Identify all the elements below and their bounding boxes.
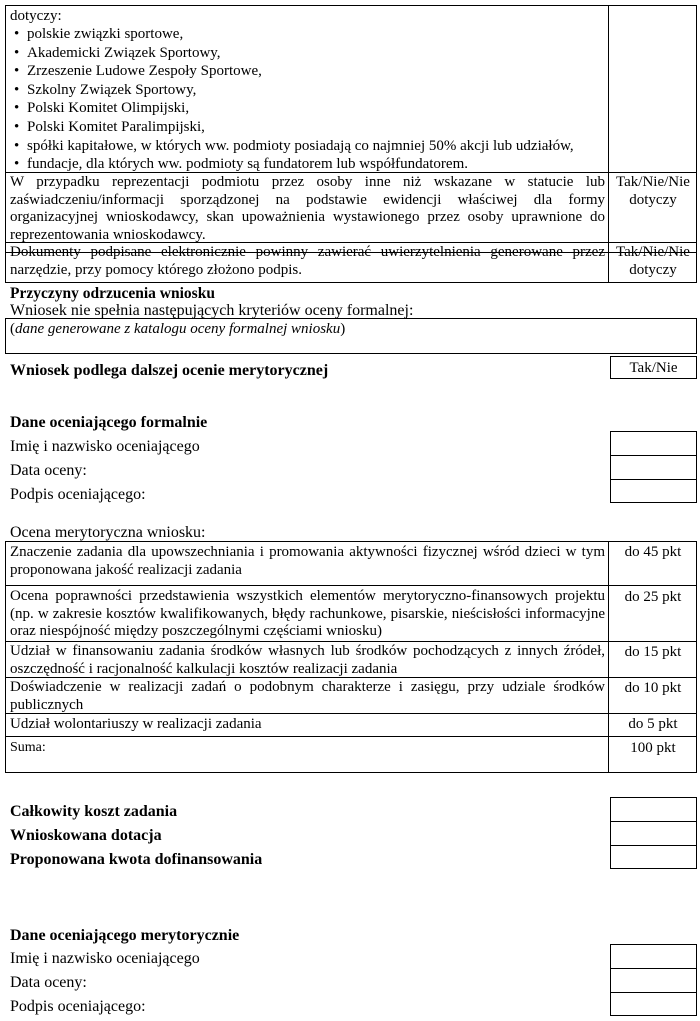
next-stage-label: Wniosek podlega dalszej ocenie merytorycznej — [10, 362, 329, 379]
representation-answer: Tak/Nie/Nie dotyczy — [616, 174, 690, 208]
rejection-box-text: dane generowane z katalogu oceny formalnej wniosku — [15, 321, 341, 337]
criteria-table-extension — [5, 253, 697, 283]
list-item: • Polski Komitet Olimpijski, — [10, 99, 605, 118]
formal-assessor-date-field[interactable] — [610, 455, 697, 480]
requested-grant-label: Wnioskowana dotacja — [10, 827, 162, 844]
next-stage-answer-box[interactable]: Tak/Nie — [610, 356, 697, 379]
proposed-amount-field[interactable] — [610, 845, 697, 869]
rejection-box-close-paren: ) — [340, 321, 346, 337]
table-row: Udział w finansowaniu zadania środków własnych lub środków pochodzących z innych źródeł, oszczędność i racjonalność kalkulacji kosztów realizacji zadania — [10, 643, 605, 677]
substantive-row-divider — [5, 585, 697, 586]
list-item: • polskie związki sportowe, — [10, 25, 605, 44]
table-row: Ocena poprawności przedstawienia wszystkich elementów merytoryczno-finansowych projektu (np. w zakresie kosztów kwalifikowanych, błędy rachunkowe, pisarskie, nieścisłości informacyjne oraz niespójność między poszczególnymi częściami wniosku) — [10, 588, 605, 639]
table-row-points: do 15 pkt — [624, 644, 682, 660]
substantive-assessor-name-field[interactable] — [610, 944, 697, 969]
proposed-amount-label: Proponowana kwota dofinansowania — [10, 851, 263, 868]
requested-grant-field[interactable] — [610, 821, 697, 846]
entity-list-cell — [6, 6, 608, 172]
list-item: • Zrzeszenie Ludowe Zespoły Sportowe, — [10, 62, 605, 81]
substantive-assessor-heading: Dane oceniającego merytorycznie — [10, 927, 240, 944]
list-item: • Szkolny Związek Sportowy, — [10, 81, 605, 100]
electronic-signature-text: Dokumenty podpisane elektronicznie powinny zawierać uwierzytelnienia generowane przez narzędzie, przy pomocy którego złożono podpis. — [10, 244, 605, 278]
list-item: • spółki kapitałowe, w których ww. podmioty posiadają co najmniej 50% akcji lub udziałów, — [10, 137, 605, 156]
rejection-box-open-paren: ( — [10, 321, 15, 337]
table-row-points: do 25 pkt — [624, 589, 682, 605]
formal-assessor-name-label: Imię i nazwisko oceniającego — [10, 438, 200, 455]
substantive-assessor-signature-field[interactable] — [610, 992, 697, 1016]
rejection-heading: Przyczyny odrzucenia wniosku — [10, 285, 215, 302]
rejection-subheading: Wniosek nie spełnia następujących kryteriów oceny formalnej: — [10, 302, 414, 319]
substantive-assessor-name-label: Imię i nazwisko oceniającego — [10, 950, 200, 967]
entity-list-intro: dotyczy: — [10, 8, 62, 24]
rejection-box — [5, 318, 697, 354]
table-row: Znaczenie zadania dla upowszechniania i promowania aktywności fizycznej wśród dzieci w tym proponowana jakość realizacji zadania — [10, 544, 605, 578]
formal-assessor-name-field[interactable] — [610, 431, 697, 456]
table-row: Doświadczenie w realizacji zadań o podobnym charakterze i zasięgu, przy udziale środków publicznych — [10, 679, 605, 713]
substantive-heading: Ocena merytoryczna wniosku: — [10, 524, 206, 541]
table-row-sum: Suma: — [10, 740, 46, 755]
substantive-assessor-date-field[interactable] — [610, 968, 697, 993]
formal-assessor-signature-label: Podpis oceniającego: — [10, 486, 146, 503]
substantive-row-divider — [5, 736, 697, 737]
table-row-points: do 5 pkt — [628, 716, 678, 732]
table-row: Udział wolontariuszy w realizacji zadania — [10, 716, 262, 732]
representation-text: W przypadku reprezentacji podmiotu przez osoby inne niż wskazane w statucie lub zaświadczeniu/informacji sporządzonej na podstawie ewidencji właściwej dla formy organizacyjnej wnioskodawcy, skan upoważnienia wystawionego przez osoby uprawnione do reprezentowania wnioskodawcy. — [10, 174, 605, 243]
electronic-signature-answer: Tak/Nie/Nie dotyczy — [616, 244, 690, 278]
total-cost-field[interactable] — [610, 797, 697, 822]
formal-assessor-signature-field[interactable] — [610, 479, 697, 503]
table-row-sum-points: 100 pkt — [630, 740, 676, 756]
formal-assessor-heading: Dane oceniającego formalnie — [10, 414, 208, 431]
entity-list — [10, 25, 605, 174]
list-item: • Akademicki Związek Sportowy, — [10, 44, 605, 63]
substantive-assessor-signature-label: Podpis oceniającego: — [10, 998, 146, 1015]
formal-assessor-date-label: Data oceny: — [10, 462, 87, 479]
table-row-points: do 10 pkt — [624, 680, 682, 696]
substantive-assessor-date-label: Data oceny: — [10, 974, 87, 991]
criteria-table-divider — [608, 253, 609, 283]
total-cost-label: Całkowity koszt zadania — [10, 803, 178, 820]
table-row-points: do 45 pkt — [624, 544, 682, 560]
list-item: • fundacje, dla których ww. podmioty są fundatorem lub współfundatorem. — [10, 155, 605, 174]
list-item: • Polski Komitet Paralimpijski, — [10, 118, 605, 137]
